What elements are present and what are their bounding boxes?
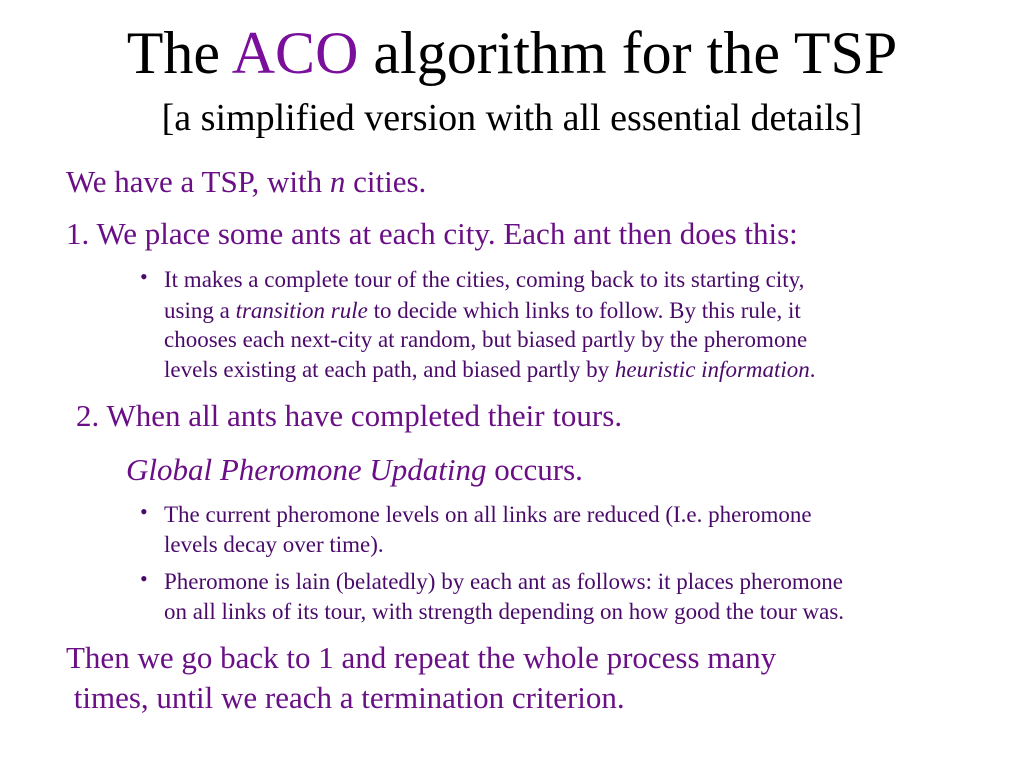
step2-subheading bbox=[126, 452, 583, 488]
title-prefix: The bbox=[126, 20, 232, 86]
bullet-marker: • bbox=[140, 566, 148, 591]
transition-rule-term: transition rule bbox=[235, 298, 368, 323]
conclusion-line2: times, until we reach a termination criterion. bbox=[66, 680, 625, 715]
step1-bullet-line2-before: using a bbox=[164, 298, 236, 323]
intro-after: cities. bbox=[345, 164, 427, 199]
step1-bullet-line2-after: to decide which links to follow. By this rule, it bbox=[367, 298, 801, 323]
step2-heading: 2. When all ants have completed their tours. bbox=[76, 398, 623, 433]
step1-heading: 1. We place some ants at each city. Each ant then does this: bbox=[66, 216, 798, 251]
step2-bullet2-line1: Pheromone is lain (belatedly) by each ant as follows: it places pheromone bbox=[164, 569, 843, 594]
intro-italic: n bbox=[329, 164, 346, 199]
heuristic-information-term: heuristic information bbox=[614, 357, 810, 382]
slide-title bbox=[0, 20, 1024, 86]
intro-line bbox=[66, 164, 426, 200]
conclusion-line1: Then we go back to 1 and repeat the whole process many bbox=[66, 640, 777, 675]
bullet-marker: • bbox=[140, 264, 148, 289]
step1-bullet-line4 bbox=[164, 354, 816, 385]
step2-bullet1-line1: The current pheromone levels on all links are reduced (I.e. pheromone bbox=[164, 502, 812, 527]
title-suffix: algorithm for the TSP bbox=[358, 20, 898, 86]
step2-bullet2-line2: on all links of its tour, with strength depending on how good the tour was. bbox=[164, 599, 845, 624]
step1-bullet-line3: chooses each next-city at random, but biased partly by the pheromone bbox=[164, 327, 808, 352]
step2-subheading-after: occurs. bbox=[486, 452, 583, 487]
step1-bullet-line1: It makes a complete tour of the cities, coming back to its starting city, bbox=[164, 267, 805, 292]
step1-bullet-line2 bbox=[164, 295, 801, 326]
global-pheromone-updating-term: Global Pheromone Updating bbox=[126, 452, 487, 487]
slide-subtitle: [a simplified version with all essential details] bbox=[161, 97, 863, 139]
title-accent-aco: ACO bbox=[231, 20, 359, 86]
bullet-marker: • bbox=[140, 499, 148, 524]
step1-bullet-line4-after: . bbox=[809, 357, 816, 382]
intro-before: We have a TSP, with bbox=[66, 164, 330, 199]
step2-bullet1-line2: levels decay over time). bbox=[164, 532, 384, 557]
step1-bullet-line4-before: levels existing at each path, and biased partly by bbox=[164, 357, 615, 382]
